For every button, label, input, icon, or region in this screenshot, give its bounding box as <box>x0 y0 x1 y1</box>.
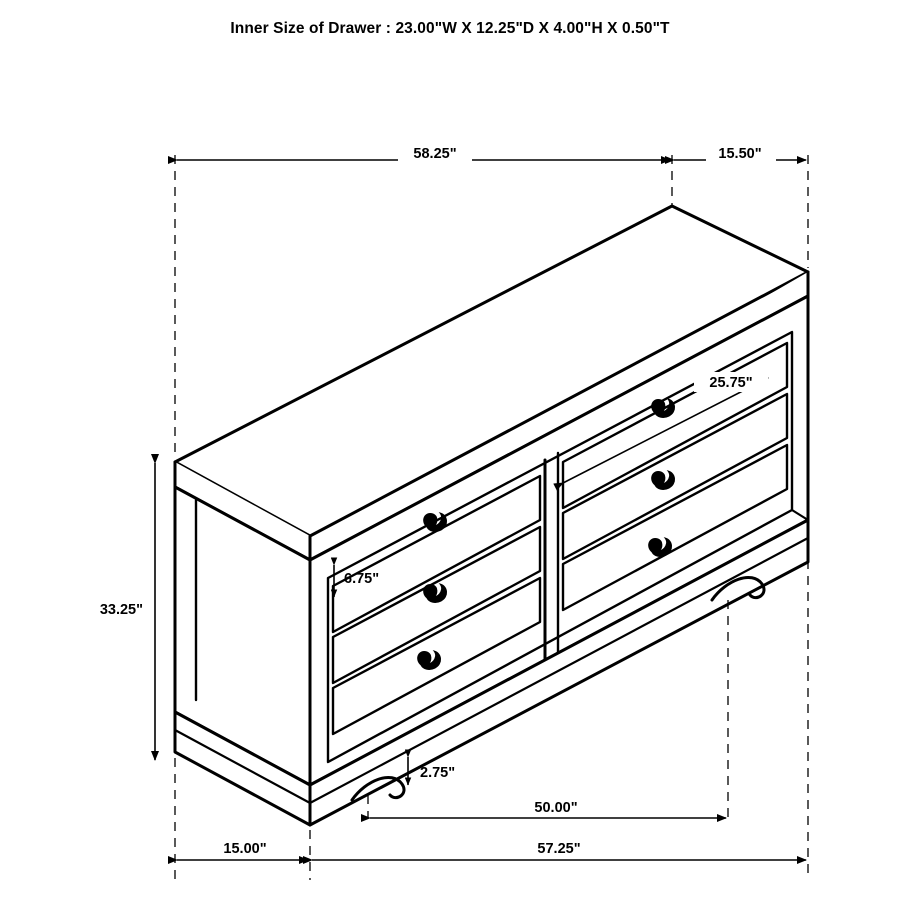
label-base-clearance: 2.75" <box>420 765 456 781</box>
label-bottom-width: 57.25" <box>537 841 581 857</box>
label-depth: 25.75" <box>709 375 753 391</box>
dresser-illustration <box>175 206 808 825</box>
label-top-width: 58.25" <box>413 146 457 162</box>
label-base-front-width: 50.00" <box>534 800 578 816</box>
label-bottom-left-offset: 15.00" <box>223 841 267 857</box>
label-drawer-height: 6.75" <box>344 571 380 587</box>
label-top-right-offset: 15.50" <box>718 146 762 162</box>
label-overall-height: 33.25" <box>99 602 143 618</box>
page-title: Inner Size of Drawer : 23.00"W X 12.25"D X 4.00"H X 0.50"T <box>230 20 670 37</box>
